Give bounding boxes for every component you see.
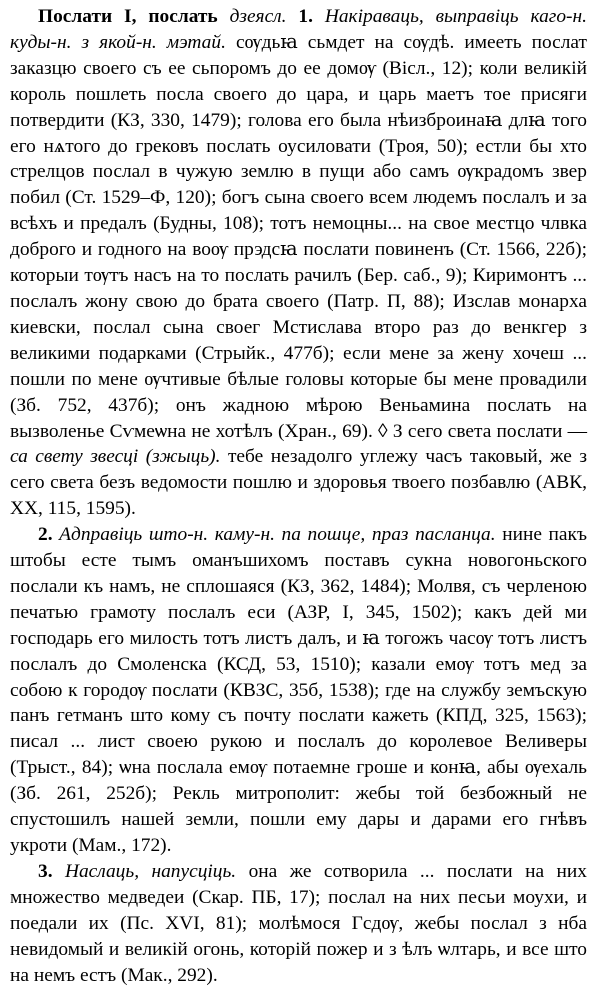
section-citations: она же сотворила ... послати на них множество медведеи (Скар. ПБ, 17); послал на них песьи моухи, и поедали их (Пс. XVI, 81); молѣмося Гсдѹ, жебы послал з нба невидомый и великій огонь, которій пожер и з ѣлъ ѡлтарь, и все што на немъ естъ (Мак., 292). — [10, 860, 587, 986]
phrase-citations: тебе незадолго углежу часъ таковый, же з сего света безъ ведомости пошлю и здоровья твоего позбавлю (АВК, XX, 115, 1595). — [10, 446, 587, 520]
section-citations: нине пакъ штобы есте тымъ оманъшихомъ поставъ сукна новогоньского послали къ намъ, не сплошаяся (КЗ, 362, 1484); Молвя, съ черленою печатью грамоту послалъ еси (АЗР, I, 345, 1502); какъ дей ми господарь его милость тотъ листъ далъ, и ꙗ тогожъ часѹ тотъ листъ послалъ до Смоленска (КСД, 53, 1510); казали емѹ тотъ мед за собою к городѹ послати (КВЗС, 35б, 1538); где на службу земъскую панъ гетманъ што кому съ почту послати кажеть (КПД, 325, 1563); писал ... лист своею рукою и послалъ до королевое Веливеры (Трыст., 84); ѡна послала емѹ потаемне гроше и конꙗ, абы ѹехаль (Зб. 261, 252б); Рекль митрополит: жебы той безбожный не спустошилъ нашей земли, пошли ему дары и дарами его гнѣвъ укроти (Мам., 172). — [10, 524, 587, 856]
entry-section-2 — [10, 522, 587, 859]
entry-headword: Послати I, послать — [38, 6, 218, 27]
section-number: 1. — [298, 6, 313, 27]
section-citations: сѹдьꙗ сьмдет на сѹдѣ. имееть послат заказцю своего съ ее сьпоромъ до ее домѹ (Вісл., 12); коли великій король пошлеть посла своего до цара, и царь маетъ тое присяги потвердити (КЗ, 330, 1479); голова его была нѣизброинаꙗ длꙗ того его нѧтого до грековъ послать оусиловати (Троя, 50); естли бы хто стрелцов послал в чужую землю в пущи або самъ ѹкрадомъ звер побил (Ст. 1529–Ф, 120); богъ сына своего всем людемъ послалъ и за всѣхъ и предалъ (Будны, 108); тотъ немоцны... на свое местцо члвка доброго и годного на воѹ прэдсꙗ послати повиненъ (Ст. 1566, 22б); которыи тѹтъ насъ на то послать рачилъ (Бер. саб., 9); Киримонтъ ... послалъ жону свою до брата своего (Патр. П, 88); Изслав монарха киевски, послал сына своег Мстислава второ раз до венкгер з великими подарками (Стрыйк., 477б); если мене за жену хочеш ... пошли по мене ѹчтивые бѣлые головы которые бы мене провадили (Зб. 752, 437б); онъ жадною мѣрою Веньамина послать на вызволенье Сѵмеѡна не хотѣлъ (Хран., 69). ◊ — [10, 31, 588, 442]
entry-grammar: дзеясл. — [229, 6, 287, 27]
section-number: 3. — [38, 860, 53, 882]
entry-section-1 — [10, 4, 587, 522]
entry-section-3 — [10, 859, 587, 988]
section-definition: Накіраваць, выправіць каго-н. куды-н. з якой-н. мэтай. — [10, 6, 587, 53]
section-definition: Наслаць, напусціць. — [64, 860, 237, 882]
phrase-gloss: са свету звесці (зжыць). — [10, 446, 221, 468]
section-number: 2. — [38, 524, 53, 546]
phrase: З сего света послати — — [392, 420, 587, 442]
section-definition: Адправіць што-н. каму-н. па пошце, праз пасланца. — [59, 524, 496, 546]
